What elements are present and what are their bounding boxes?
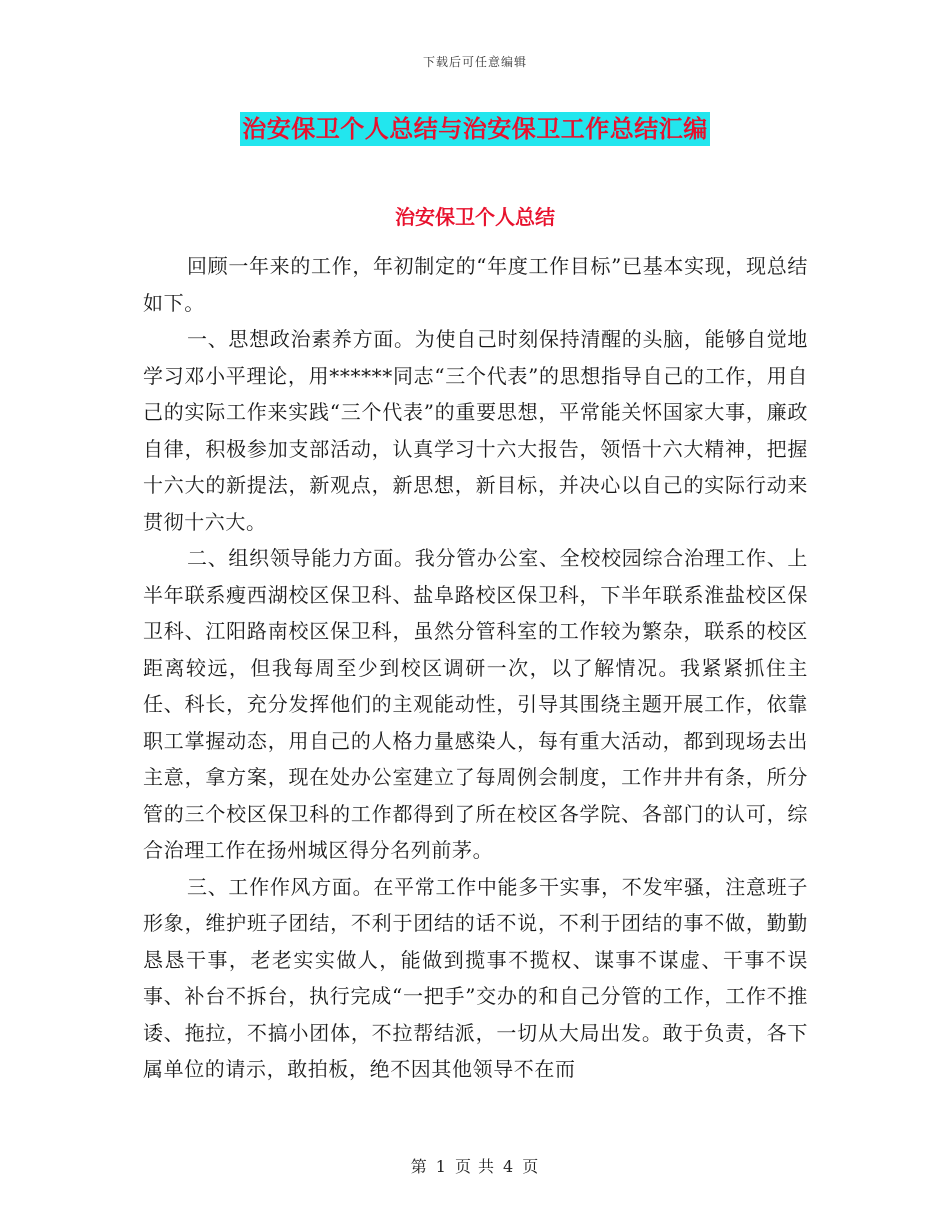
body-text (143, 248, 808, 1088)
main-title-container (0, 112, 950, 146)
paragraph-political: 一、思想政治素养方面。为使自己时刻保持清醒的头脑，能够自觉地学习邓小平理论，用******同志“三个代表”的思想指导自己的工作，用自己的实际工作来实践“三个代表”的重要思想，平常能关怀国家大事，廉政自律，积极参加支部活动，认真学习十六大报告，领悟十六大精神，把握十六大的新提法，新观点，新思想，新目标，并决心以自己的实际行动来贯彻十六大。 (143, 327, 808, 534)
paragraph-leadership: 二、组织领导能力方面。我分管办公室、全校校园综合治理工作、上半年联系瘦西湖校区保卫科、盐阜路校区保卫科，下半年联系淮盐校区保卫科、江阳路南校区保卫科，虽然分管科室的工作较为繁杂，联系的校区距离较远，但我每周至少到校区调研一次，以了解情况。我紧紧抓住主任、科长，充分发挥他们的主观能动性，引导其围绕主题开展工作，依靠职工掌握动态，用自己的人格力量感染人，每有重大活动，都到现场去出主意，拿方案，现在处办公室建立了每周例会制度，工作井井有条，所分管的三个校区保卫科的工作都得到了所在校区各学院、各部门的认可，综合治理工作在扬州城区得分名列前茅。 (143, 546, 808, 862)
main-title: 治安保卫个人总结与治安保卫工作总结汇编 (240, 112, 710, 146)
footer-mid: 页 共 (454, 1157, 496, 1176)
paragraph-intro: 回顾一年来的工作，年初制定的“年度工作目标”已基本实现，现总结如下。 (143, 254, 808, 315)
page-footer (0, 1154, 950, 1177)
header-note: 下载后可任意编辑 (422, 55, 527, 69)
footer-prefix: 第 (410, 1157, 428, 1176)
paragraph-work-style: 三、工作作风方面。在平常工作中能多干实事，不发牢骚，注意班子形象，维护班子团结，不利于团结的话不说，不利于团结的事不做，勤勤恳恳干事，老老实实做人，能做到揽事不揽权、谋事不谋虚、干事不误事、补台不拆台，执行完成“一把手”交办的和自己分管的工作，工作不推诿、拖拉，不搞小团体，不拉帮结派，一切从大局出发。敢于负责，各下属单位的请示，敢拍板，绝不因其他领导不在而 (143, 874, 808, 1081)
footer-suffix: 页 (522, 1157, 540, 1176)
footer-page-total: 4 (503, 1157, 515, 1176)
footer-page-number: 1 (435, 1157, 447, 1176)
section-title: 治安保卫个人总结 (395, 205, 555, 229)
